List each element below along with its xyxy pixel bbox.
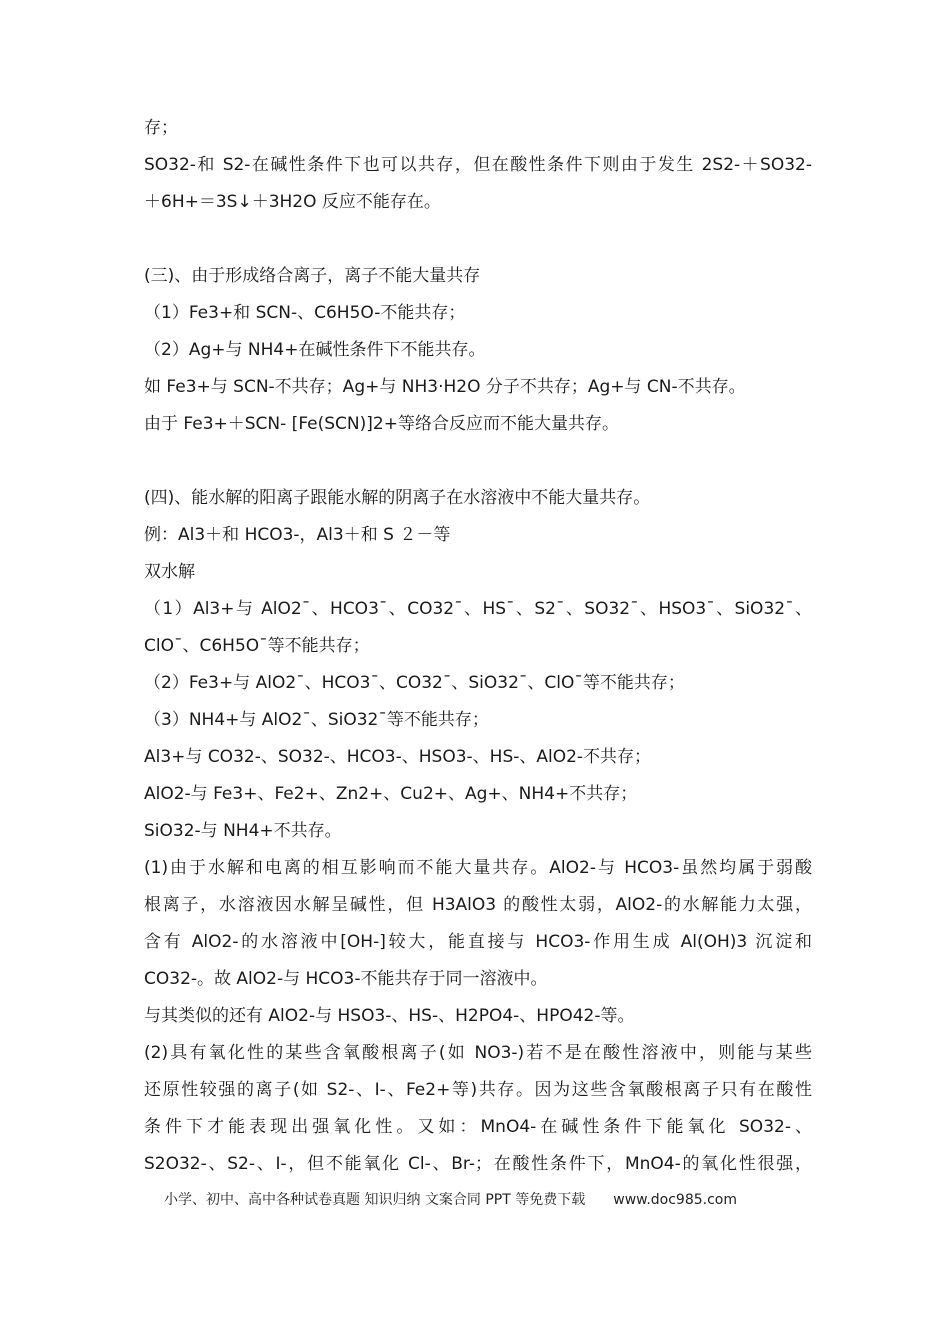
- text-line: SiO32-与 NH4+不共存。: [144, 821, 342, 841]
- text-line: 双水解: [144, 562, 195, 582]
- text-line: 如 Fe3+与 SCN-不共存；Ag+与 NH3·H2O 分子不共存；Ag+与 CN-不共存。: [144, 377, 746, 397]
- footer-site-link[interactable]: www.doc985.com: [613, 1192, 737, 1208]
- text-line: (1)由于水解和电离的相互影响而不能大量共存。AlO2-与 HCO3-虽然均属于弱酸: [144, 858, 812, 878]
- text-line: （1）Fe3+和 SCN-、C6H5O-不能共存；: [144, 303, 466, 323]
- text-line: 根离子，水溶液因水解呈碱性，但 H3AlO3 的酸性太弱，AlO2-的水解能力太强，: [144, 895, 812, 915]
- section-heading: (四)、能水解的阳离子跟能水解的阴离子在水溶液中不能大量共存。: [144, 488, 651, 508]
- section-heading: (三)、由于形成络合离子，离子不能大量共存: [144, 266, 481, 286]
- text-line: 含有 AlO2-的水溶液中[OH-]较大，能直接与 HCO3-作用生成 Al(OH)3 沉淀和: [144, 932, 812, 952]
- text-line: （2）Ag+与 NH4+在碱性条件下不能共存。: [144, 340, 486, 360]
- text-line: 由于 Fe3+＋SCN- [Fe(SCN)]2+等络合反应而不能大量共存。: [144, 414, 619, 434]
- page-footer: [164, 1190, 737, 1210]
- text-line: (2)具有氧化性的某些含氧酸根离子(如 NO3-)若不是在酸性溶液中，则能与某些: [144, 1043, 812, 1063]
- text-line: CO32-。故 AlO2-与 HCO3-不能共存于同一溶液中。: [144, 969, 548, 989]
- text-line: 还原性较强的离子(如 S2-、I-、Fe2+等)共存。因为这些含氧酸根离子只有在酸性: [144, 1080, 812, 1100]
- text-line: 与其类似的还有 AlO2-与 HSO3-、HS-、H2PO4-、HPO42-等。: [144, 1006, 635, 1026]
- text-line: 存；: [144, 118, 178, 138]
- text-line: SO32-和 S2-在碱性条件下也可以共存，但在酸性条件下则由于发生 2S2-＋SO32-: [144, 155, 812, 175]
- document-body: [144, 110, 812, 1183]
- text-line: ＋6H+＝3S↓＋3H2O 反应不能存在。: [144, 192, 441, 212]
- text-line: 条件下才能表现出强氧化性。又如：MnO4-在碱性条件下能氧化 SO32-、: [144, 1117, 812, 1137]
- text-line: AlO2-与 Fe3+、Fe2+、Zn2+、Cu2+、Ag+、NH4+不共存；: [144, 784, 638, 804]
- text-line: （1）Al3+与 AlO2ˉ、HCO3ˉ、CO32ˉ、HSˉ、S2ˉ、SO32ˉ、HSO3ˉ、SiO32ˉ、: [144, 599, 812, 619]
- text-line: 例：Al3＋和 HCO3-，Al3＋和 S ２－等: [144, 525, 451, 545]
- text-line: Al3+与 CO32-、SO32-、HCO3-、HSO3-、HS-、AlO2-不共存；: [144, 747, 652, 767]
- text-line: （3）NH4+与 AlO2ˉ、SiO32ˉ等不能共存；: [144, 710, 489, 730]
- blank-line: [144, 221, 812, 258]
- blank-line: [144, 443, 812, 480]
- text-line: （2）Fe3+与 AlO2ˉ、HCO3ˉ、CO32ˉ、SiO32ˉ、ClOˉ等不能共存；: [144, 673, 685, 693]
- footer-text: 小学、初中、高中各种试卷真题 知识归纳 文案合同 PPT 等免费下载: [164, 1192, 586, 1208]
- text-line: S2O32-、S2-、I-，但不能氧化 Cl-、Br-；在酸性条件下，MnO4-的氧化性很强，: [144, 1154, 812, 1174]
- text-line: ClOˉ、C6H5Oˉ等不能共存；: [144, 636, 370, 656]
